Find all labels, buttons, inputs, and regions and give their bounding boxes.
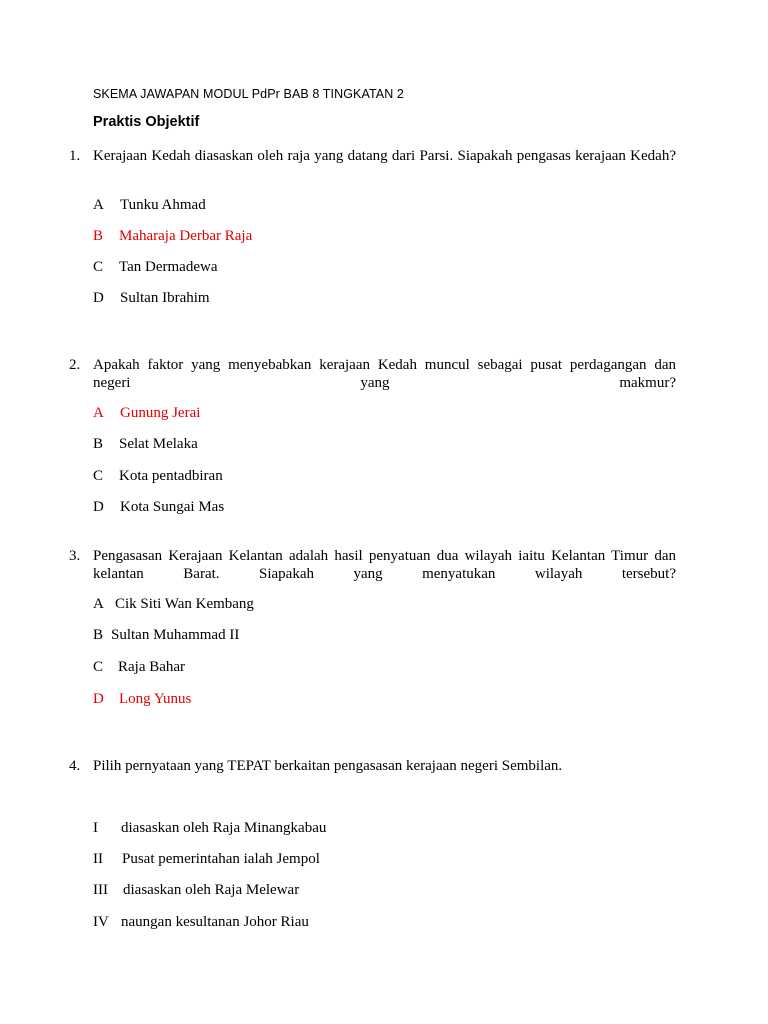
question-number: 4. <box>69 758 81 774</box>
option-letter: D <box>93 499 104 515</box>
option-text: Long Yunus <box>119 691 192 707</box>
option-letter: C <box>93 468 104 484</box>
option-letter: C <box>93 659 104 675</box>
option-text: Cik Siti Wan Kembang <box>115 596 254 612</box>
question-text: Pilih pernyataan yang TEPAT berkaitan pengasasan kerajaan negeri Sembilan. <box>93 758 563 774</box>
option-3d-correct <box>93 690 191 708</box>
option-letter: D <box>93 691 104 707</box>
option-letter: B <box>93 228 104 244</box>
document-header: SKEMA JAWAPAN MODUL PdPr BAB 8 TINGKATAN 2 <box>93 87 404 101</box>
option-2c <box>93 467 223 485</box>
option-letter: A <box>93 197 104 213</box>
option-2b <box>93 435 198 453</box>
question-text: Pengasasan Kerajaan Kelantan adalah hasil penyatuan dua wilayah iaitu Kelantan Timur dan kelantan Barat. Siapakah yang menyatukan wilayah tersebut? <box>93 548 676 582</box>
statement-text: diasaskan oleh Raja Minangkabau <box>121 820 327 836</box>
question-number: 2. <box>69 357 81 373</box>
option-letter: B <box>93 627 104 643</box>
question-4 <box>69 757 676 775</box>
option-text: Tan Dermadewa <box>119 259 218 275</box>
option-text: Sultan Ibrahim <box>120 290 210 306</box>
option-3b <box>93 626 239 644</box>
option-1c <box>93 258 217 276</box>
option-1d <box>93 289 210 307</box>
option-text: Kota Sungai Mas <box>120 499 225 515</box>
statement-iv <box>93 913 309 931</box>
question-number: 1. <box>69 148 81 164</box>
statement-text: naungan kesultanan Johor Riau <box>121 914 309 930</box>
option-3a <box>93 595 254 613</box>
section-title: Praktis Objektif <box>93 114 200 130</box>
option-1a <box>93 196 206 214</box>
option-text: Maharaja Derbar Raja <box>119 228 253 244</box>
statement-numeral: I <box>93 820 98 836</box>
option-3c <box>93 658 185 676</box>
option-1b-correct <box>93 227 252 245</box>
statement-ii <box>93 850 320 868</box>
option-2a-correct <box>93 404 200 422</box>
option-2d <box>93 498 224 516</box>
statement-text: Pusat pemerintahan ialah Jempol <box>122 851 320 867</box>
statement-text: diasaskan oleh Raja Melewar <box>123 882 300 898</box>
question-text: Apakah faktor yang menyebabkan kerajaan Kedah muncul sebagai pusat perdagangan dan negeri yang makmur? <box>93 357 676 391</box>
option-text: Tunku Ahmad <box>120 197 206 213</box>
statement-numeral: II <box>93 851 103 867</box>
statement-numeral: III <box>93 882 108 898</box>
question-text: Kerajaan Kedah diasaskan oleh raja yang datang dari Parsi. Siapakah pengasas kerajaan Kedah? <box>93 148 676 164</box>
question-2 <box>69 356 676 410</box>
option-letter: A <box>93 596 104 612</box>
option-text: Raja Bahar <box>118 659 186 675</box>
question-number: 3. <box>69 548 81 564</box>
option-text: Sultan Muhammad II <box>111 627 240 643</box>
option-letter: A <box>93 405 104 421</box>
option-text: Selat Melaka <box>119 436 198 452</box>
option-letter: D <box>93 290 104 306</box>
option-text: Kota pentadbiran <box>119 468 223 484</box>
statement-iii <box>93 881 299 899</box>
option-letter: C <box>93 259 104 275</box>
statement-i <box>93 819 326 837</box>
option-letter: B <box>93 436 104 452</box>
option-text: Gunung Jerai <box>120 405 201 421</box>
question-3 <box>69 547 676 601</box>
question-1 <box>69 147 676 183</box>
statement-numeral: IV <box>93 914 109 930</box>
